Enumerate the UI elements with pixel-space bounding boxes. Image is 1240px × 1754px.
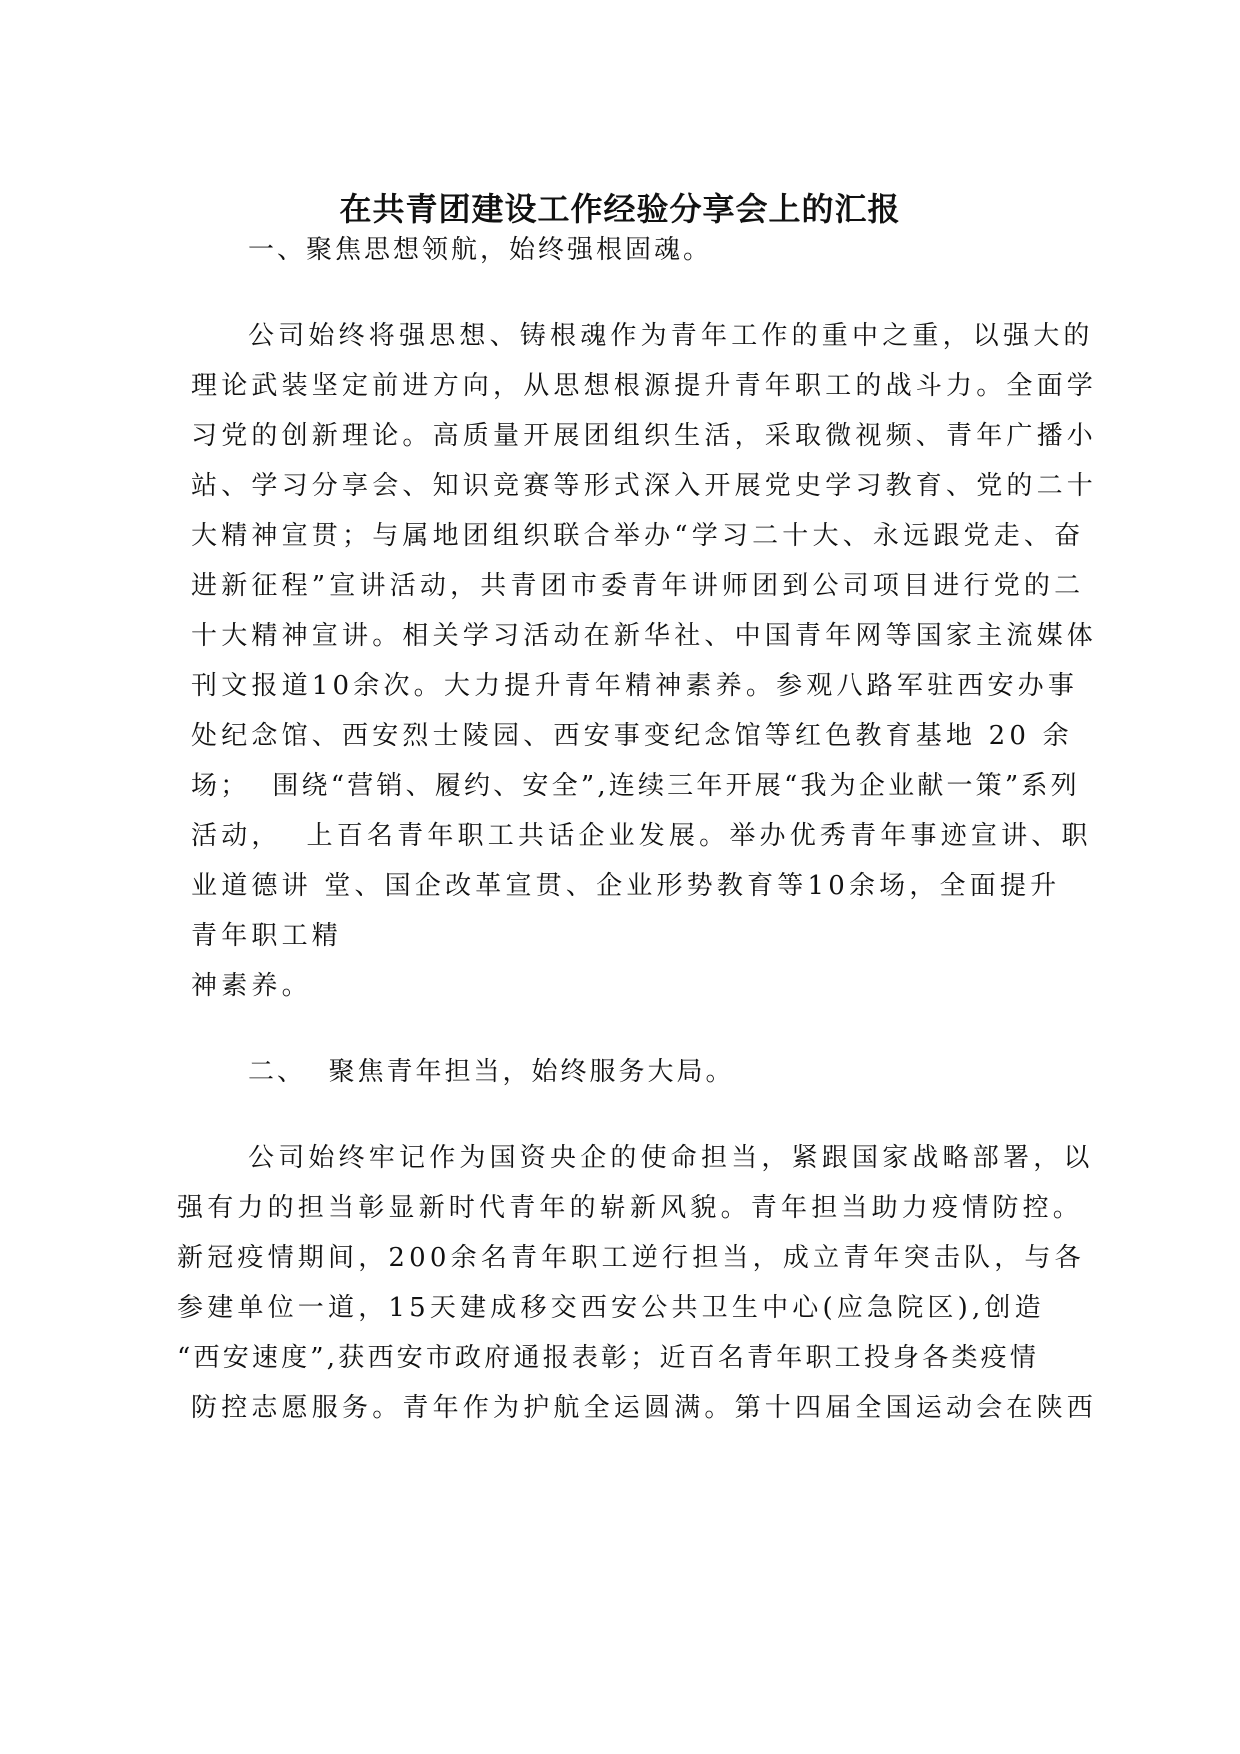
paragraph-line: 进新征程”宣讲活动，共青团市委青年讲师团到公司项目进行党的二 bbox=[191, 571, 1085, 601]
paragraph-line: 处纪念馆、西安烈士陵园、西安事变纪念馆等红色教育基地 20 余 bbox=[191, 721, 1073, 751]
paragraph-line: 理论武装坚定前进方向，从思想根源提升青年职工的战斗力。全面学 bbox=[191, 371, 1098, 401]
paragraph-line: 公司始终牢记作为国资央企的使命担当，紧跟国家战略部署，以 bbox=[248, 1143, 1094, 1173]
paragraph-line: 站、学习分享会、知识竞赛等形式深入开展党史学习教育、党的二十 bbox=[191, 471, 1098, 501]
paragraph-line: 十大精神宣讲。相关学习活动在新华社、中国青年网等国家主流媒体 bbox=[191, 621, 1098, 651]
paragraph-line: 活动， 上百名青年职工共话企业发展。举办优秀青年事迹宣讲、职 bbox=[191, 821, 1092, 851]
paragraph-line: 强有力的担当彰显新时代青年的崭新风貌。青年担当助力疫情防控。 bbox=[177, 1193, 1084, 1223]
paragraph-line: 业道德讲 堂、国企改革宣贯、企业形势教育等10余场，全面提升 bbox=[191, 871, 1061, 901]
paragraph-line: 习党的创新理论。高质量开展团组织生活，采取微视频、青年广播小 bbox=[191, 421, 1098, 451]
paragraph-line: 刊文报道10余次。大力提升青年精神素养。参观八路军驻西安办事 bbox=[191, 671, 1079, 701]
paragraph-line: 场； 围绕“营销、履约、安全”,连续三年开展“我为企业献一策”系列 bbox=[191, 771, 1080, 801]
paragraph-line: 大精神宣贯；与属地团组织联合举办“学习二十大、永远跟党走、奋 bbox=[191, 521, 1085, 551]
paragraph-line: 新冠疫情期间，200余名青年职工逆行担当，成立青年突击队，与各 bbox=[177, 1243, 1085, 1273]
paragraph-line: 公司始终将强思想、铸根魂作为青年工作的重中之重，以强大的 bbox=[248, 321, 1094, 351]
paragraph-line: 神素养。 bbox=[191, 971, 312, 1001]
paragraph-line: 防控志愿服务。青年作为护航全运圆满。第十四届全国运动会在陕西 bbox=[191, 1393, 1098, 1423]
section-2-heading: 二、 聚焦青年担当，始终服务大局。 bbox=[248, 1057, 735, 1087]
paragraph-line: 青年职工精 bbox=[191, 921, 343, 951]
document-title: 在共青团建设工作经验分享会上的汇报 bbox=[339, 190, 901, 228]
section-1-heading: 一、聚焦思想领航，始终强根固魂。 bbox=[248, 235, 713, 265]
paragraph-line: 参建单位一道，15天建成移交西安公共卫生中心(应急院区),创造 bbox=[177, 1293, 1045, 1323]
paragraph-line: “西安速度”,获西安市政府通报表彰；近百名青年职工投身各类疫情 bbox=[177, 1343, 1040, 1373]
